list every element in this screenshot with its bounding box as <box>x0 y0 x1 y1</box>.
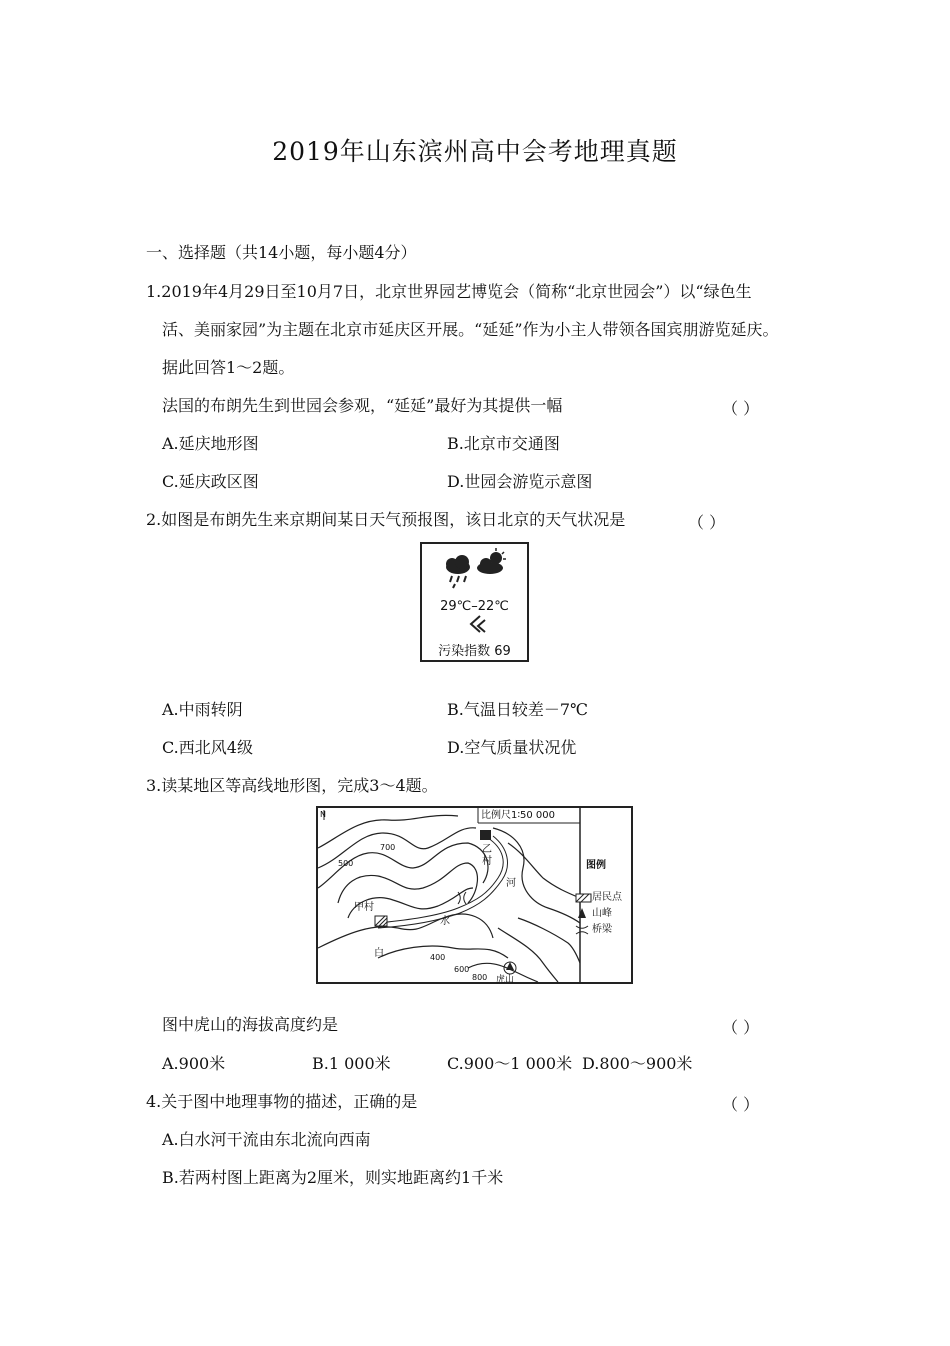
q1-option-b: B.北京市交通图 <box>447 434 560 453</box>
contour-lines <box>318 815 580 982</box>
bridge-marker <box>458 892 466 904</box>
legend-settlement-label: 居民点 <box>592 892 622 903</box>
q2-option-c: C.西北风4级 <box>162 738 253 757</box>
forecast-temperature: 29℃–22℃ <box>440 599 509 614</box>
legend-bridge-icon <box>576 926 588 934</box>
contour-label-500: 500 <box>338 859 354 868</box>
contour-label-700: 700 <box>380 843 396 852</box>
legend-peak-label: 山峰 <box>592 908 612 919</box>
sun-cloud-icon <box>477 548 506 574</box>
q1-option-c: C.延庆政区图 <box>162 472 259 491</box>
contour-label-400: 400 <box>430 953 446 962</box>
q1-line1: 1.2019年4月29日至10月7日，北京世界园艺博览会（简称“北京世园会”）以“绿色生 <box>146 282 752 301</box>
weather-forecast-figure <box>420 542 529 662</box>
q2-stem: 2.如图是布朗先生来京期间某日天气预报图，该日北京的天气状况是 <box>146 510 626 529</box>
q2-answer-bracket: （ ） <box>688 513 726 532</box>
legend-peak-icon <box>578 908 586 918</box>
q2-option-b: B.气温日较差－7℃ <box>447 700 588 719</box>
legend-settlement-icon <box>576 894 591 902</box>
q3-sub-question: 图中虎山的海拔高度约是 <box>162 1015 339 1034</box>
page-title: 2019年山东滨州高中会考地理真题 <box>272 137 678 166</box>
mountain-label: 虎山 <box>496 975 515 985</box>
village-a-marker <box>375 916 387 926</box>
contour-label-800: 800 <box>472 973 488 982</box>
legend-bridge-label: 桥梁 <box>592 924 612 935</box>
q3-option-d: D.800～900米 <box>582 1054 693 1073</box>
village-a-label: 甲村 <box>354 902 374 913</box>
map-scale: 比例尺1∶50 000 <box>481 810 555 821</box>
wind-icon <box>471 616 485 632</box>
q4-option-b: B.若两村图上距离为2厘米，则实地距离约1千米 <box>162 1168 504 1187</box>
q4-option-a: A.白水河干流由东北流向西南 <box>162 1130 371 1149</box>
q3-answer-bracket: （ ） <box>722 1018 760 1037</box>
q4-answer-bracket: （ ） <box>722 1095 760 1114</box>
q4-stem: 4.关于图中地理事物的描述，正确的是 <box>146 1092 418 1111</box>
q3-option-b: B.1 000米 <box>312 1054 391 1073</box>
river-label-he: 河 <box>506 878 516 889</box>
q1-line3: 据此回答1～2题。 <box>162 358 295 377</box>
contour-label-600: 600 <box>454 965 470 974</box>
river-label-shui: 水 <box>440 916 450 927</box>
north-label: N <box>320 810 326 819</box>
legend-title: 图例 <box>586 860 606 871</box>
village-b-label: 乙村 <box>482 844 492 867</box>
forecast-pollution-index: 污染指数 69 <box>438 644 511 659</box>
village-b-marker <box>480 830 491 840</box>
q1-line2: 活、美丽家园”为主题在北京市延庆区开展。“延延”作为小主人带领各国宾朋游览延庆。 <box>162 320 779 339</box>
q3-stem: 3.读某地区等高线地形图，完成3～4题。 <box>146 776 438 795</box>
q1-answer-bracket: （ ） <box>722 399 760 418</box>
q2-option-a: A.中雨转阴 <box>162 700 243 719</box>
q3-option-a: A.900米 <box>162 1054 226 1073</box>
river-label-bai: 白 <box>374 948 384 959</box>
rain-icon <box>446 555 470 588</box>
contour-map-figure <box>316 806 633 984</box>
q3-option-c: C.900～1 000米 <box>447 1054 573 1073</box>
q1-option-a: A.延庆地形图 <box>162 434 259 453</box>
section-heading: 一、选择题（共14小题，每小题4分） <box>146 243 417 262</box>
q1-stem: 法国的布朗先生到世园会参观，“延延”最好为其提供一幅 <box>162 396 563 415</box>
q2-option-d: D.空气质量状况优 <box>447 738 577 757</box>
q1-option-d: D.世园会游览示意图 <box>447 472 593 491</box>
